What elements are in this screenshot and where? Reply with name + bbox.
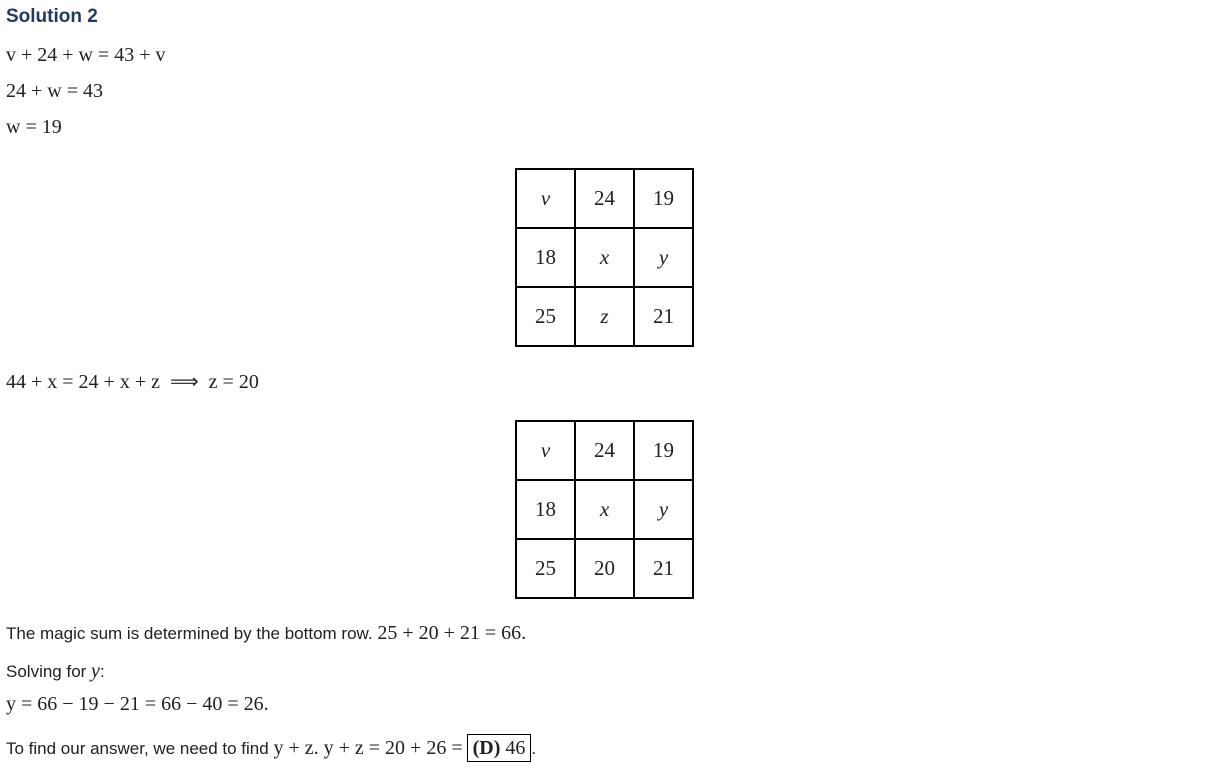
grid-row	[516, 480, 693, 539]
grid-row	[516, 169, 693, 228]
grid-cell: v	[516, 169, 575, 228]
inline-math	[91, 660, 100, 682]
equation-2: 24 + w = 43	[6, 80, 104, 102]
grid-row	[516, 539, 693, 598]
inline-math: 25 + 20 + 21 = 66.	[377, 622, 527, 644]
paragraph-text: To find our answer, we need to find	[6, 739, 274, 758]
grid-cell: 21	[634, 287, 693, 346]
answer-letter: (D)	[472, 737, 501, 759]
grid-cell: 18	[516, 228, 575, 287]
equation-5: y = 66 − 19 − 21 = 66 − 40 = 26.	[6, 693, 269, 715]
grid-cell: y	[634, 480, 693, 539]
paragraph-solving	[6, 660, 105, 683]
grid-cell: 25	[516, 287, 575, 346]
grid-cell: 21	[634, 539, 693, 598]
grid-cell: 18	[516, 480, 575, 539]
grid-cell: 24	[575, 169, 634, 228]
grid-cell: 19	[634, 169, 693, 228]
grid-cell: 24	[575, 421, 634, 480]
answer-box	[467, 734, 532, 762]
paragraph-text: :	[99, 662, 105, 681]
grid-row	[516, 287, 693, 346]
variable-y: y	[91, 660, 100, 682]
solution-heading: Solution 2	[6, 6, 98, 27]
paragraph-answer	[6, 734, 536, 762]
paragraph-text: The magic sum is determined by the bottom row.	[6, 624, 378, 643]
paragraph-text: Solving for	[6, 662, 92, 681]
grid-cell: y	[634, 228, 693, 287]
grid-row	[516, 421, 693, 480]
grid-cell: x	[575, 480, 634, 539]
grid-cell: z	[575, 287, 634, 346]
grid-cell: x	[575, 228, 634, 287]
magic-square-1	[515, 168, 694, 347]
equation-4: 44 + x = 24 + x + z ⟹ z = 20	[6, 371, 259, 393]
magic-square-2	[515, 420, 694, 599]
equation-3: w = 19	[6, 116, 62, 138]
grid-cell: 19	[634, 421, 693, 480]
grid-row	[516, 228, 693, 287]
answer-value: 46	[505, 737, 526, 759]
paragraph-text: .	[531, 739, 537, 758]
grid-cell: 20	[575, 539, 634, 598]
grid-cell: 25	[516, 539, 575, 598]
paragraph-magic-sum	[6, 622, 526, 645]
equation-1: v + 24 + w = 43 + v	[6, 44, 166, 66]
inline-math: y + z. y + z = 20 + 26 =	[273, 737, 463, 759]
grid-cell: v	[516, 421, 575, 480]
